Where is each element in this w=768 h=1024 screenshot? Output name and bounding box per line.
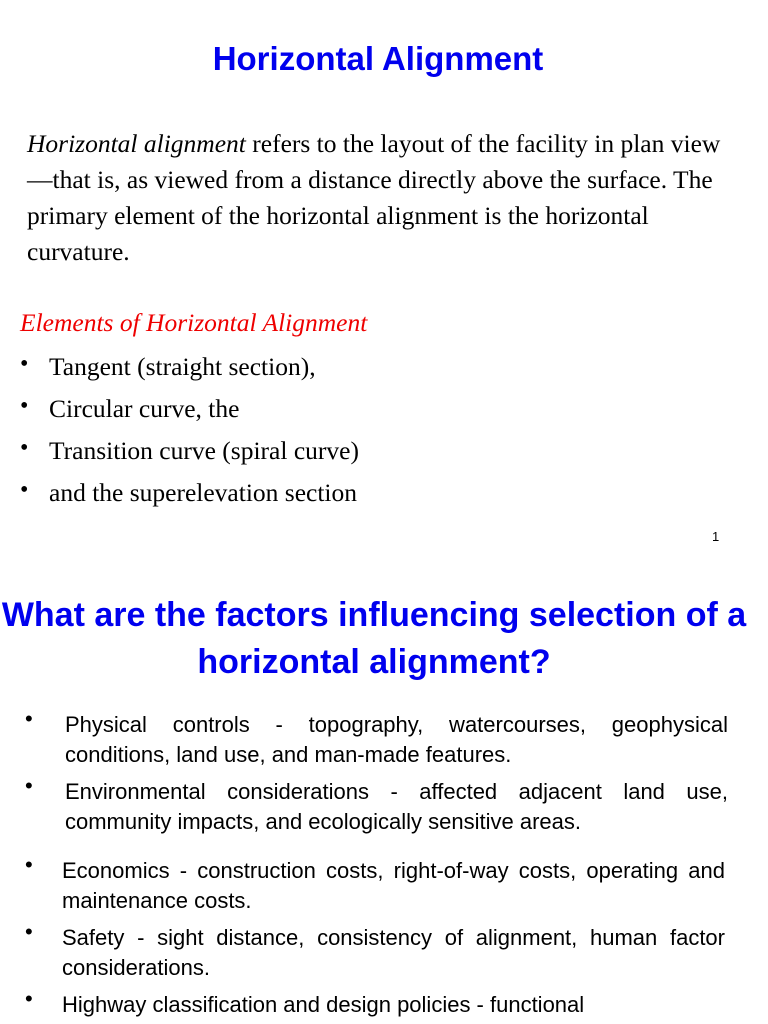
- bullet-icon: •: [20, 393, 29, 419]
- list-item-text: Safety - sight distance, consistency of alignment, human factor considerations.: [62, 925, 725, 980]
- bullet-icon: •: [25, 706, 33, 731]
- elements-list: [20, 348, 720, 516]
- list-item: [20, 919, 725, 983]
- list-item-text: Highway classification and design policies - functional: [62, 992, 585, 1017]
- list-item: [20, 852, 725, 916]
- list-item: [20, 432, 720, 474]
- list-item-text: Economics - construction costs, right-of-way costs, operating and maintenance costs.: [62, 858, 725, 913]
- bullet-icon: •: [20, 435, 29, 461]
- list-item: [20, 348, 720, 390]
- list-item-text: Physical controls - topography, watercourses, geophysical conditions, land use, and man-made features.: [65, 712, 728, 767]
- bullet-icon: •: [20, 477, 29, 503]
- bullet-icon: •: [25, 852, 33, 877]
- intro-term: Horizontal alignment: [27, 129, 246, 158]
- bullet-icon: •: [25, 986, 33, 1011]
- page-number: 1: [712, 529, 720, 544]
- list-item-text: Tangent (straight section),: [49, 352, 316, 381]
- list-item-text: Circular curve, the: [49, 394, 240, 423]
- factors-list-b: [20, 852, 725, 1024]
- list-item-text: Transition curve (spiral curve): [49, 436, 359, 465]
- list-item: [20, 390, 720, 432]
- bullet-icon: •: [25, 773, 33, 798]
- factors-list-a: [20, 706, 728, 844]
- list-item: [20, 474, 720, 516]
- list-item-text: and the superelevation section: [49, 478, 358, 507]
- section-title: What are the factors influencing selection of a horizontal alignment?: [1, 596, 747, 681]
- intro-text: refers to the layout of the facility in plan view—that is, as viewed from a distance directly above the surface. The primary element of the horizontal alignment is the horizontal curvature.: [27, 129, 721, 266]
- page-title: Horizontal Alignment: [212, 40, 544, 77]
- bullet-icon: •: [25, 919, 33, 944]
- list-item: [20, 986, 725, 1020]
- intro-paragraph: [27, 126, 727, 270]
- list-item-text: Environmental considerations - affected adjacent land use, community impacts, and ecologically sensitive areas.: [65, 779, 728, 834]
- list-item: [20, 706, 728, 770]
- elements-subheading: Elements of Horizontal Alignment: [20, 308, 368, 337]
- list-item: [20, 773, 728, 837]
- bullet-icon: •: [20, 351, 29, 377]
